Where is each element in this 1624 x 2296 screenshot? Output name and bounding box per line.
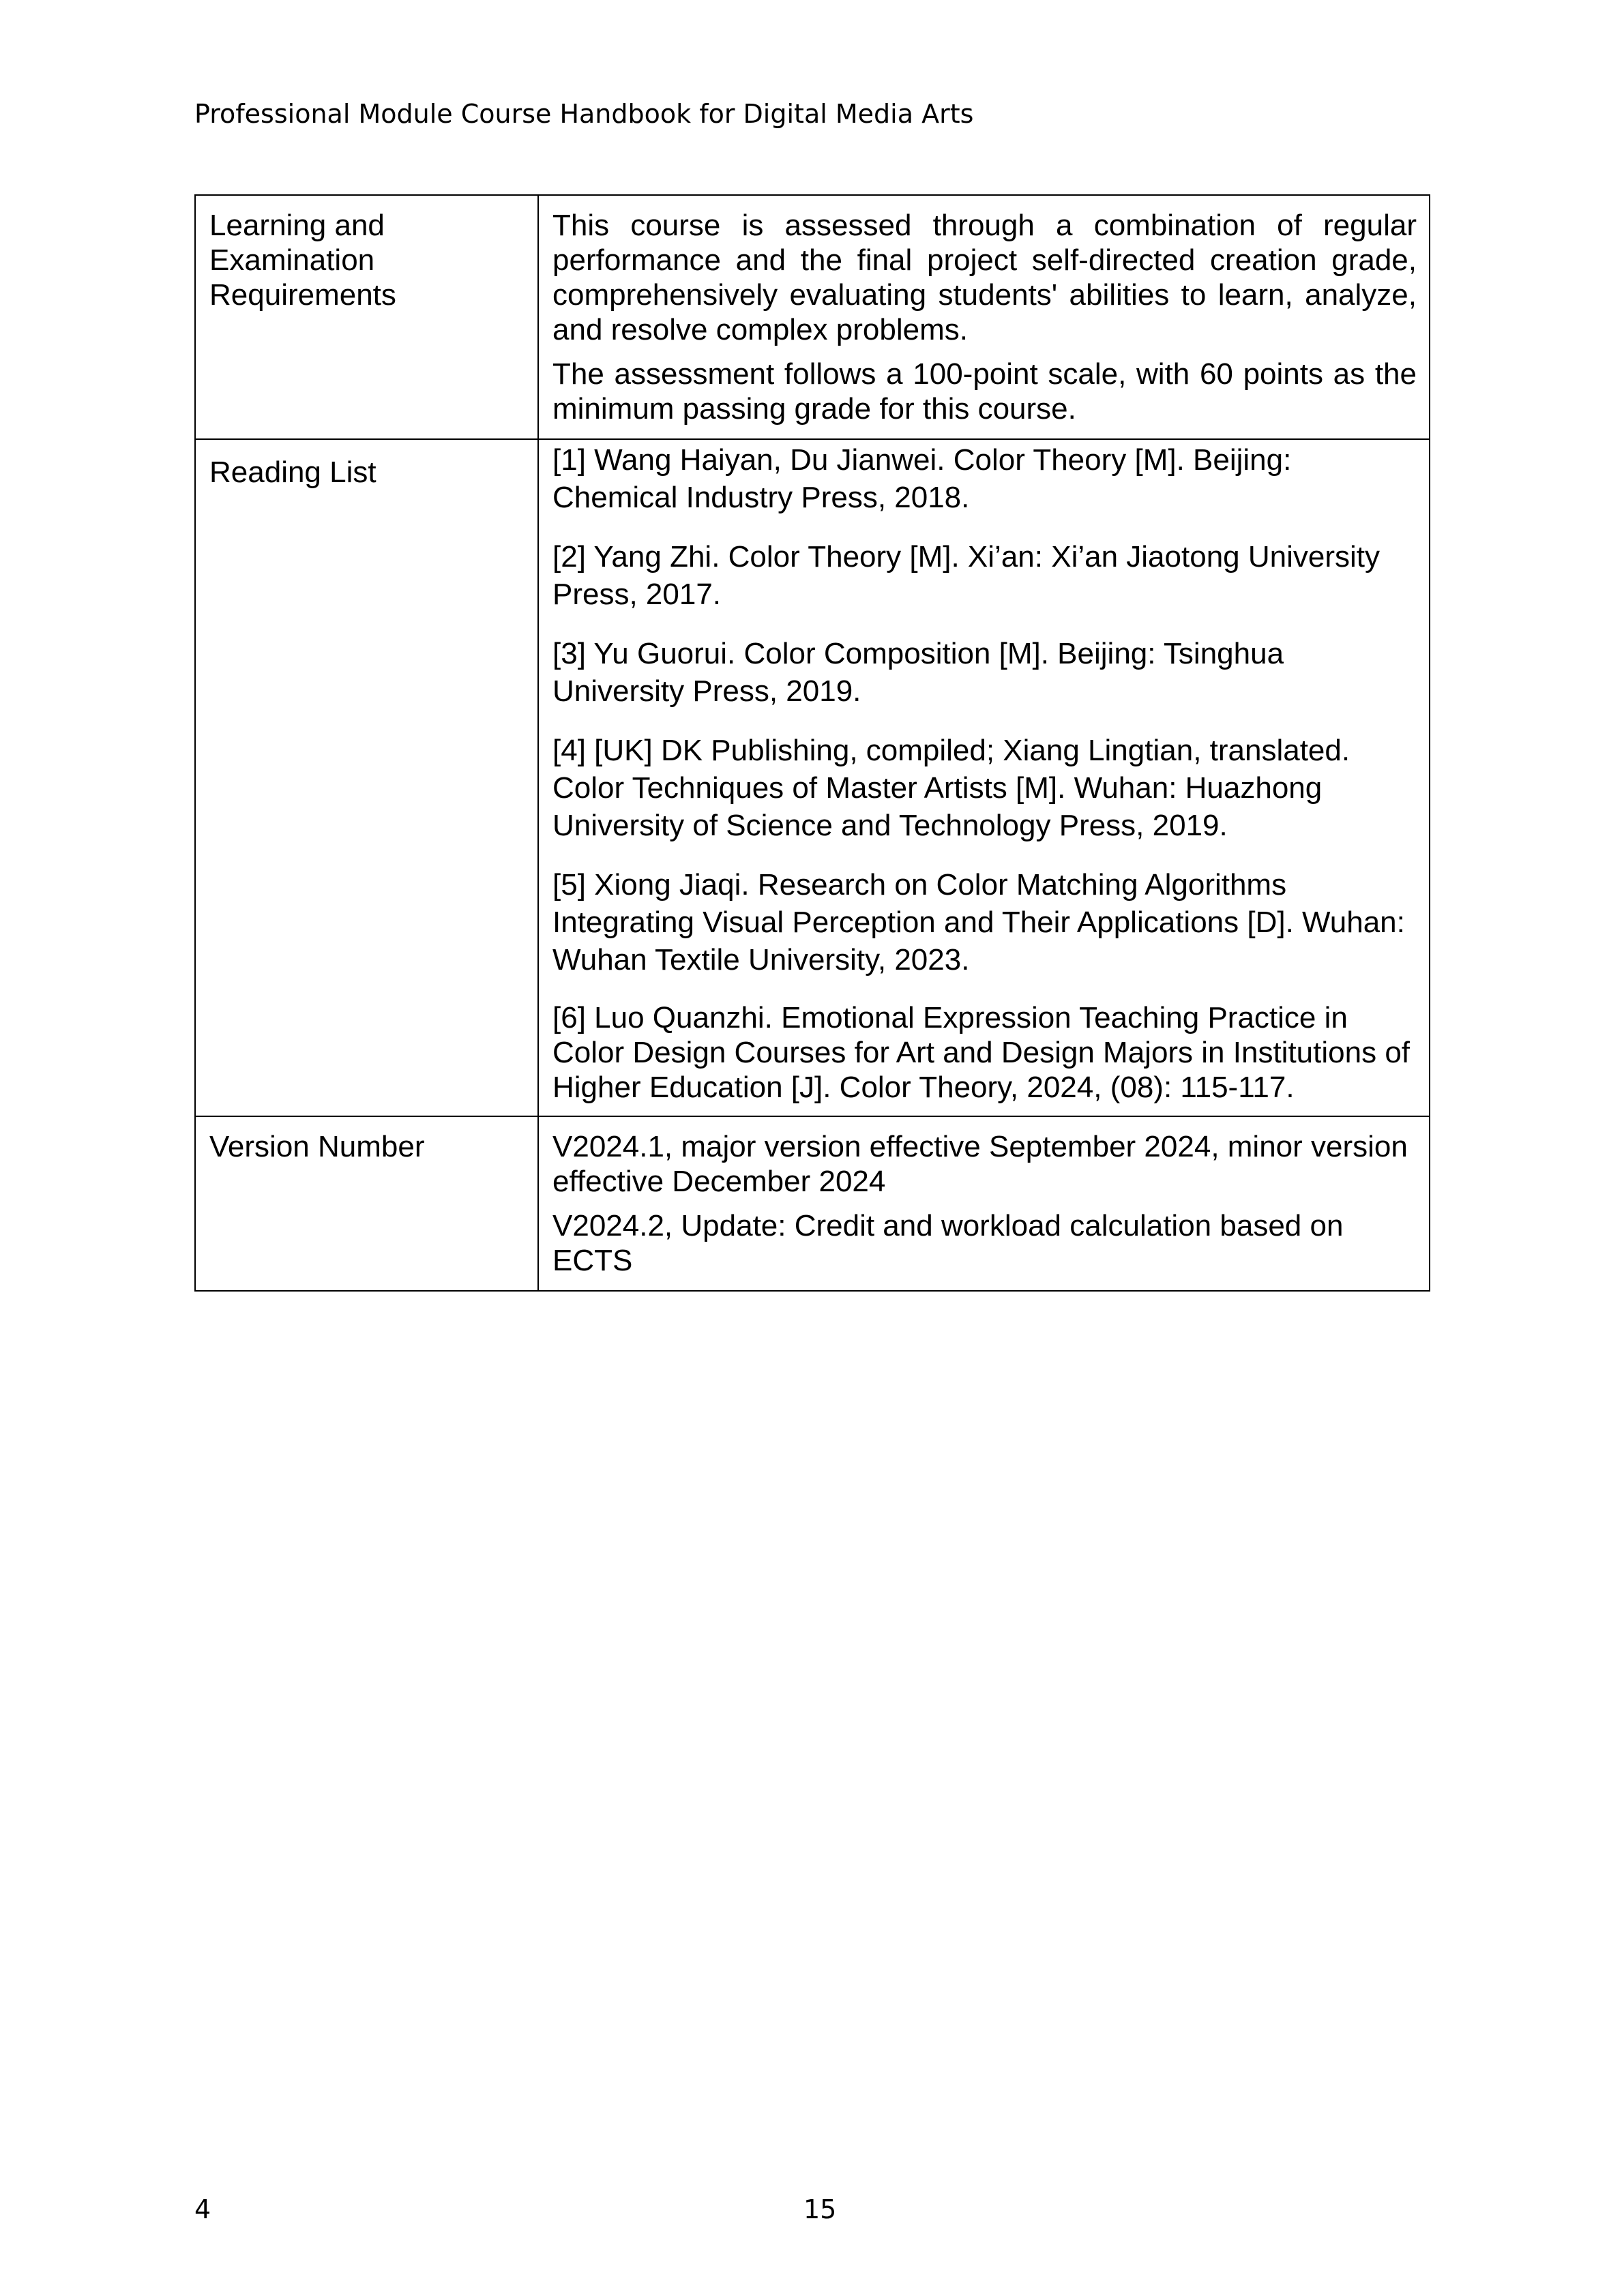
reference-item: [5] Xiong Jiaqi. Research on Color Matching Algorithms Integrating Visual Perception and Their Applications [D]. Wuhan: Wuhan Textile University, 2023. [552, 868, 1405, 976]
footer-section-number: 4 [194, 2194, 211, 2224]
row-label-cell [195, 1116, 538, 1291]
reference-item: [2] Yang Zhi. Color Theory [M]. Xi’an: Xi’an Jiaotong University Press, 2017. [552, 540, 1381, 611]
version-entry: V2024.1, major version effective September 2024, minor version effective December 2024 [552, 1130, 1408, 1198]
version-entry: V2024.2, Update: Credit and workload calculation based on ECTS [552, 1209, 1344, 1277]
row-label: Reading List [209, 456, 377, 489]
module-details-table [194, 194, 1430, 1292]
row-label: Version Number [209, 1130, 425, 1163]
reference-item: [4] [UK] DK Publishing, compiled; Xiang Lingtian, translated. Color Techniques of Master Artists [M]. Wuhan: Huazhong University of Science and Technology Press, 2019. [552, 734, 1350, 842]
table-row-learning-examination [195, 195, 1430, 439]
table-row-version-number [195, 1116, 1430, 1291]
reference-item: [6] Luo Quanzhi. Emotional Expression Teaching Practice in Color Design Courses for Art and Design Majors in Institutions of Higher Education [J]. Color Theory, 2024, (08): 115-117. [552, 1001, 1411, 1104]
row-value-cell [538, 1116, 1430, 1291]
assessment-method-text: This course is assessed through a combination of regular performance and the final project self-directed creation grade, comprehensively evaluating students' abilities to learn, analyze, and resolve complex problems. [552, 209, 1417, 346]
row-label-cell [195, 195, 538, 439]
running-header: Professional Module Course Handbook for Digital Media Arts [194, 99, 974, 129]
reading-list-cell [538, 439, 1430, 1116]
row-label-cell [195, 439, 538, 1116]
reference-item: [1] Wang Haiyan, Du Jianwei. Color Theory [M]. Beijing: Chemical Industry Press, 2018. [552, 443, 1292, 514]
reference-item: [3] Yu Guorui. Color Composition [M]. Beijing: Tsinghua University Press, 2019. [552, 637, 1284, 708]
row-value-cell [538, 195, 1430, 439]
table-row-reading-list [195, 439, 1430, 1116]
row-label: Learning and Examination Requirements [209, 209, 396, 312]
grading-scale-text: The assessment follows a 100-point scale, with 60 points as the minimum passing grade for this course. [552, 357, 1417, 426]
page-number: 15 [803, 2194, 837, 2224]
